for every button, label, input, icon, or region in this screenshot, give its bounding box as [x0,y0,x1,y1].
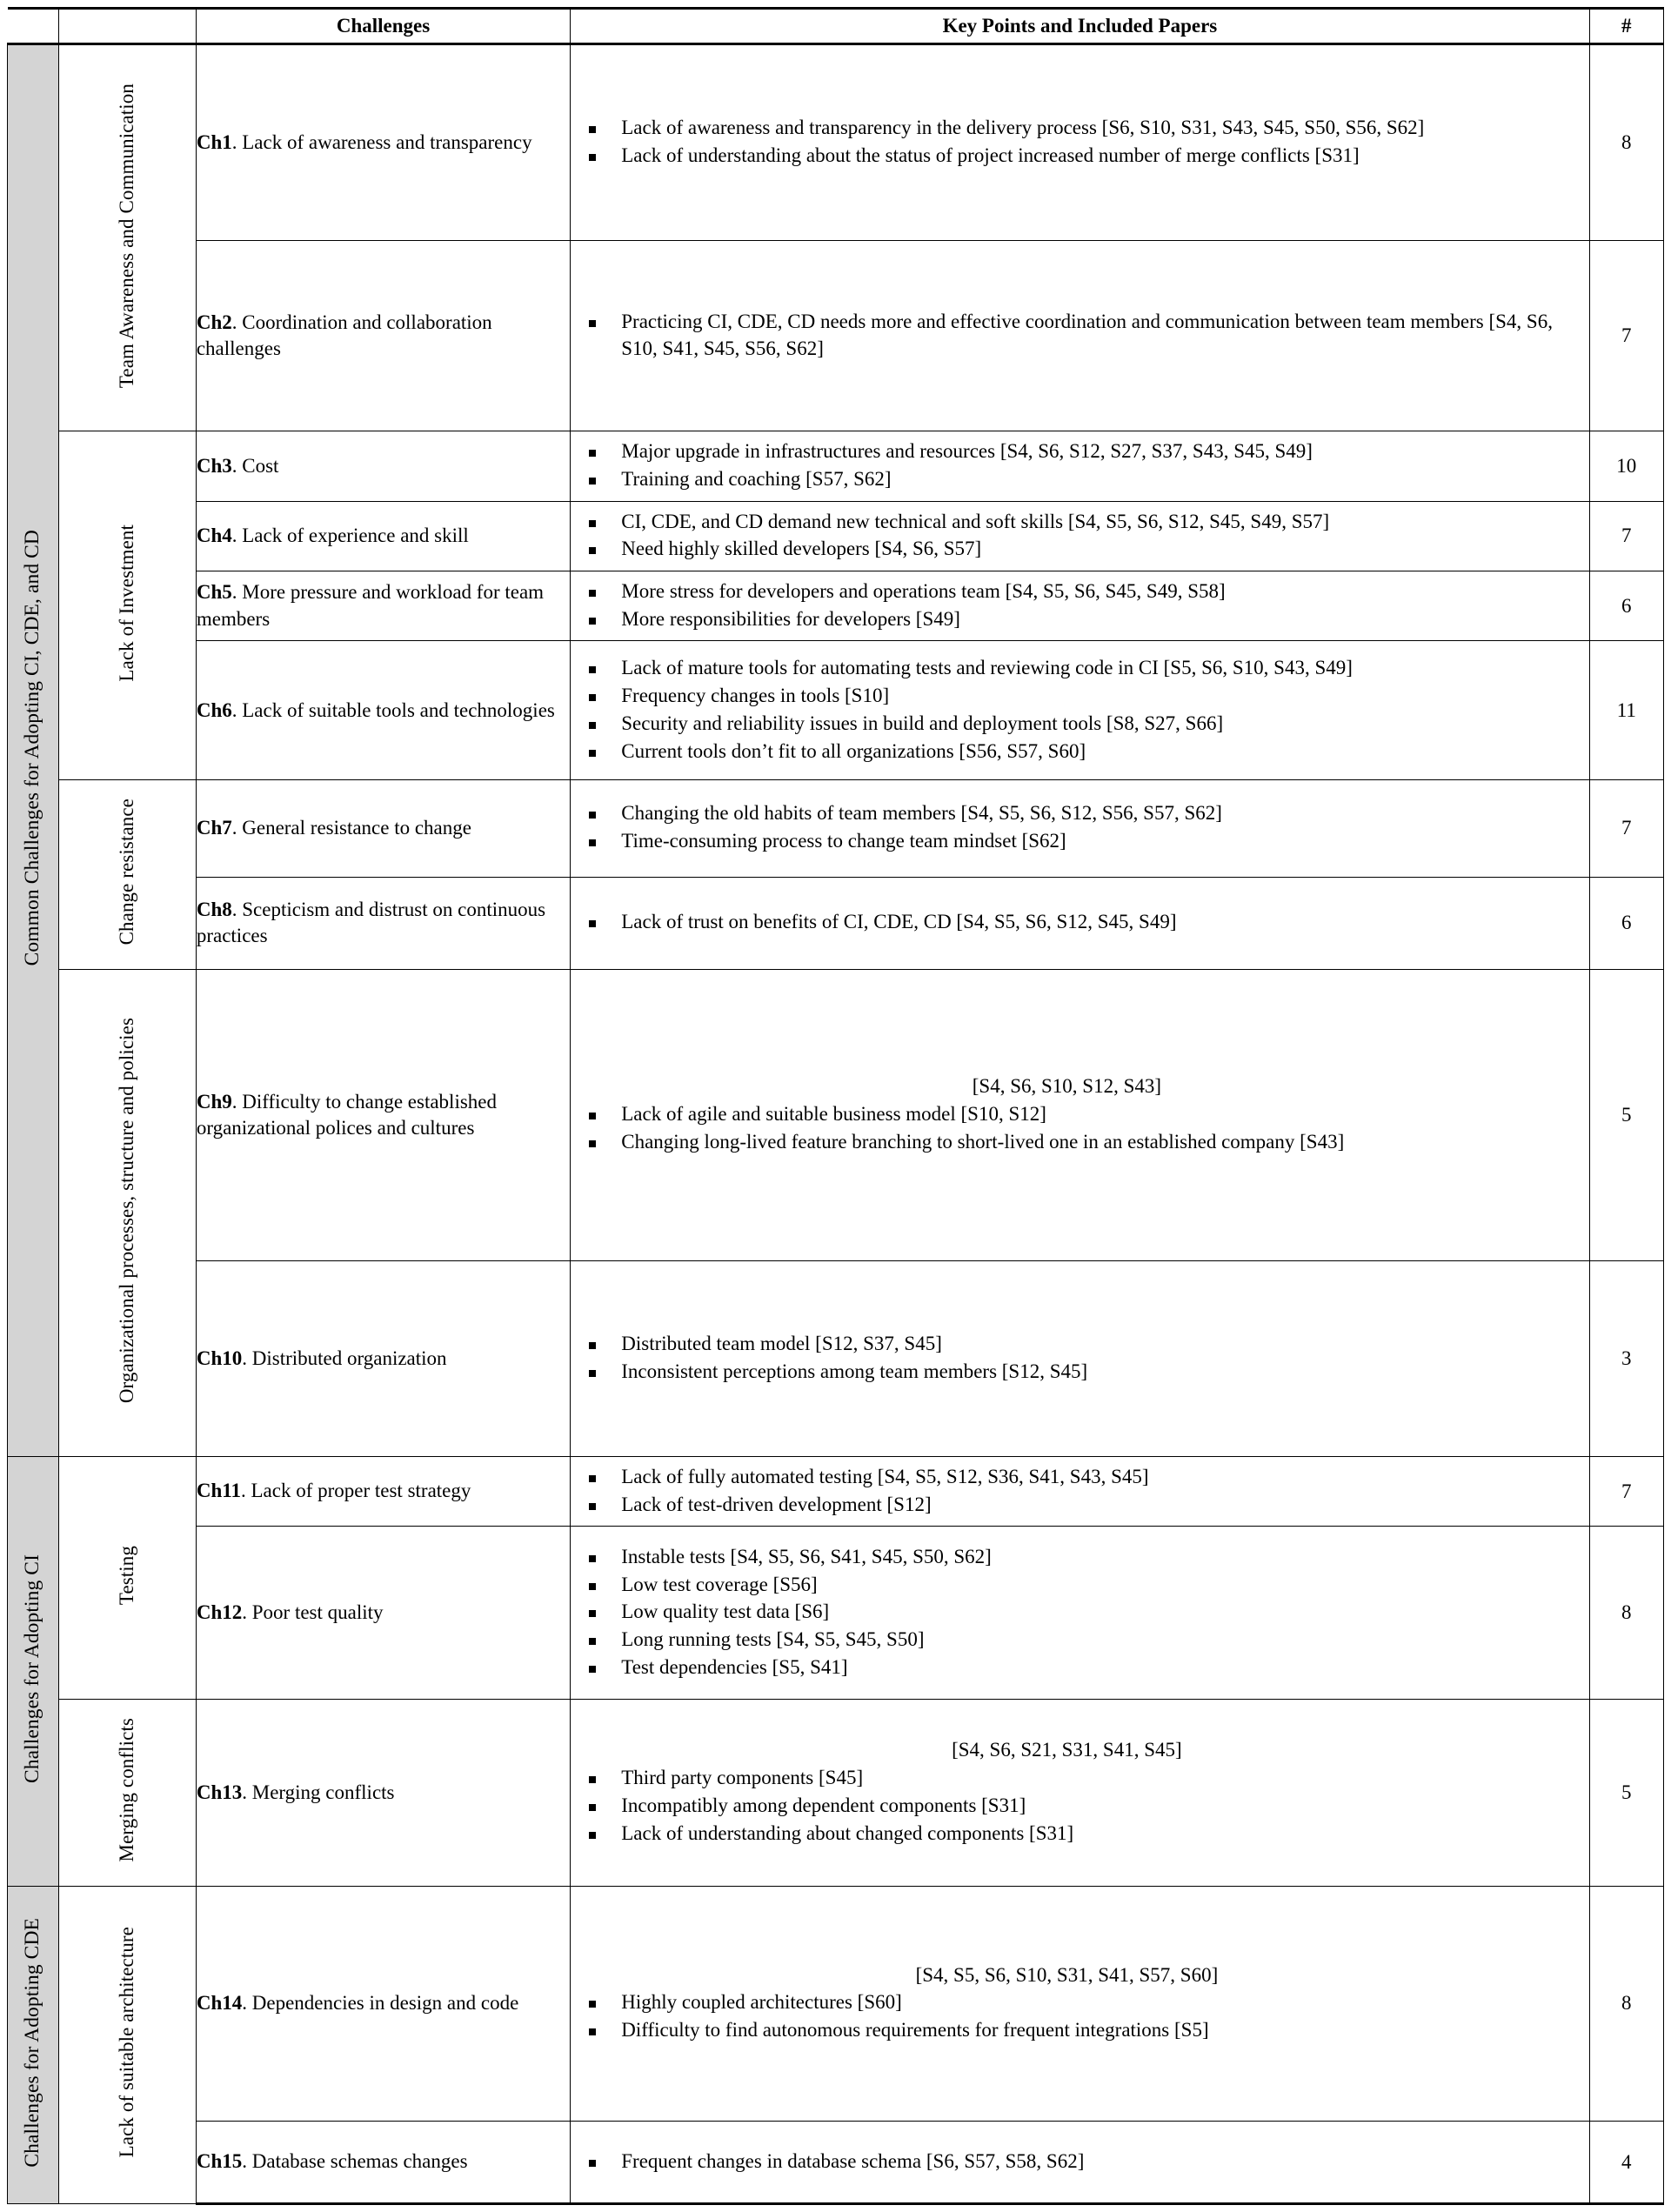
challenge-id: Ch6 [196,698,232,721]
key-points-list [571,578,1588,633]
challenge-id: Ch10 [196,1347,243,1369]
challenge-title: . Difficulty to change established organizational polices and cultures [196,1090,497,1139]
sub-category-text: Organizational processes, structure and policies [116,1017,138,1404]
challenges-table [7,7,1664,2205]
main-category-text: Challenges for Adopting CDE [21,1917,44,2168]
key-point-item: Need highly skilled developers [S4, S6, S57] [571,536,1588,563]
sub-category-text: Merging conflicts [116,1718,138,1862]
challenge-title: . Dependencies in design and code [242,1992,519,2015]
paper-count: 3 [1589,1261,1663,1457]
key-points-cell [571,1886,1589,2121]
challenge-id: Ch9 [196,1090,232,1113]
key-point-item: Incompatibly among dependent components [S31] [571,1793,1588,1820]
key-point-item: More stress for developers and operations team [S4, S5, S6, S45, S49, S58] [571,578,1588,605]
key-points-cell [571,2122,1589,2204]
challenge-name-cell [196,1456,570,1526]
challenge-id: Ch8 [196,898,232,920]
table-header-row [8,9,1664,44]
key-points-list [571,1331,1588,1386]
challenge-title: . Distributed organization [242,1347,447,1369]
key-point-item: Inconsistent perceptions among team members [S12, S45] [571,1359,1588,1386]
key-point-item: Lack of awareness and transparency in the delivery process [S6, S10, S31, S43, S45, S50, S56, S62] [571,115,1588,142]
paper-count: 8 [1589,1886,1663,2121]
table-row [8,1886,1664,2121]
challenge-name-cell [196,1700,570,1886]
key-point-item: Lack of understanding about changed components [S31] [571,1821,1588,1848]
challenge-title: . More pressure and workload for team members [196,581,545,630]
table-row [8,970,1664,1261]
challenge-name-cell [196,1527,570,1700]
key-points-list [571,1101,1588,1156]
key-point-item: Major upgrade in infrastructures and resources [S4, S6, S12, S27, S37, S43, S45, S49] [571,438,1588,465]
challenge-title: . Lack of awareness and transparency [231,130,532,153]
key-point-item: Difficulty to find autonomous requirements for frequent integrations [S5] [571,2017,1588,2044]
challenge-title: . Cost [231,454,279,477]
challenge-name-cell [196,44,570,241]
challenge-name-cell [196,571,570,641]
challenge-id: Ch4 [196,525,232,547]
challenge-title: . Coordination and collaboration challenges [196,311,492,360]
key-point-item: Lack of agile and suitable business model [S10, S12] [571,1101,1588,1128]
key-point-item: Changing long-lived feature branching to short-lived one in an established company [S43] [571,1129,1588,1156]
main-category-text: Challenges for Adopting CI [21,1554,44,1783]
key-points-cell [571,1700,1589,1886]
table-row [8,1700,1664,1886]
challenge-id: Ch1 [196,130,232,153]
key-point-item: Distributed team model [S12, S37, S45] [571,1331,1588,1358]
key-points-list [571,509,1588,564]
key-point-item: CI, CDE, and CD demand new technical and soft skills [S4, S5, S6, S12, S45, S49, S57] [571,509,1588,536]
key-points-cell [571,1527,1589,1700]
key-points-list [571,1989,1588,2044]
challenge-id: Ch11 [196,1480,241,1502]
key-point-item: Low test coverage [S56] [571,1572,1588,1599]
paper-count: 5 [1589,1700,1663,1886]
key-point-item: Instable tests [S4, S5, S6, S41, S45, S50, S62] [571,1544,1588,1571]
key-points-lead: [S4, S6, S21, S31, S41, S45] [952,1739,1182,1761]
key-point-item: Changing the old habits of team members [S4, S5, S6, S12, S56, S57, S62] [571,800,1588,827]
table-row [8,1456,1664,1526]
paper-count: 7 [1589,1456,1663,1526]
sub-category-label [59,431,197,780]
paper-count: 10 [1589,431,1663,501]
key-point-item: Highly coupled architectures [S60] [571,1989,1588,2016]
paper-count: 4 [1589,2122,1663,2204]
key-point-item: Current tools don’t fit to all organizations [S56, S57, S60] [571,738,1588,765]
key-points-cell [571,44,1589,241]
key-point-item: Test dependencies [S5, S41] [571,1654,1588,1681]
challenge-id: Ch7 [196,817,232,839]
key-points-cell [571,1456,1589,1526]
table-row [8,641,1664,779]
key-points-cell [571,1261,1589,1457]
table-row [8,571,1664,641]
table-row [8,2122,1664,2204]
challenge-title: . Lack of suitable tools and technologies [231,698,555,721]
paper-count: 7 [1589,241,1663,431]
key-point-item: Lack of mature tools for automating tests and reviewing code in CI [S5, S6, S10, S43, S49] [571,655,1588,682]
paper-count: 6 [1589,877,1663,970]
key-points-list [571,800,1588,855]
key-points-list [571,1464,1588,1519]
key-point-item: More responsibilities for developers [S49] [571,606,1588,633]
challenge-title: . Lack of experience and skill [231,525,469,547]
sub-category-label [59,44,197,431]
challenge-name-cell [196,779,570,877]
key-points-cell [571,241,1589,431]
challenge-name-cell [196,501,570,571]
key-point-item: Lack of trust on benefits of CI, CDE, CD [S4, S5, S6, S12, S45, S49] [571,909,1588,936]
table-row [8,1261,1664,1457]
key-point-item: Practicing CI, CDE, CD needs more and effective coordination and communication between team members [S4, S6, S10, S41, S45, S56, S62] [571,309,1588,363]
paper-count: 5 [1589,970,1663,1261]
header-challenges: Challenges [196,9,570,44]
challenge-name-cell [196,241,570,431]
challenge-id: Ch2 [196,311,232,333]
table-row [8,241,1664,431]
header-key-points: Key Points and Included Papers [571,9,1589,44]
key-point-item: Long running tests [S4, S5, S45, S50] [571,1627,1588,1654]
key-points-list [571,438,1588,493]
challenge-id: Ch3 [196,454,232,477]
challenge-id: Ch15 [196,2150,243,2173]
key-points-cell [571,970,1589,1261]
challenge-title: . General resistance to change [231,817,471,839]
key-points-cell [571,877,1589,970]
challenge-name-cell [196,877,570,970]
key-points-list [571,655,1588,765]
key-point-item: Security and reliability issues in build and deployment tools [S8, S27, S66] [571,711,1588,738]
paper-count: 11 [1589,641,1663,779]
table-row [8,501,1664,571]
challenge-id: Ch12 [196,1601,243,1624]
sub-category-text: Lack of Investment [116,524,138,682]
challenge-id: Ch14 [196,1992,243,2015]
key-point-item: Time-consuming process to change team mindset [S62] [571,828,1588,855]
challenge-id: Ch5 [196,581,232,604]
sub-category-label [59,970,197,1457]
key-point-item: Low quality test data [S6] [571,1599,1588,1626]
key-point-item: Frequency changes in tools [S10] [571,683,1588,710]
key-points-list [571,1765,1588,1847]
challenge-name-cell [196,2122,570,2204]
main-category-label [8,1456,59,1886]
key-points-cell [571,641,1589,779]
table-row [8,44,1664,241]
challenge-name-cell [196,641,570,779]
key-point-item: Lack of understanding about the status of project increased number of merge conflicts [S31] [571,143,1588,170]
key-points-list [571,1544,1588,1681]
challenge-name-cell [196,970,570,1261]
challenge-name-cell [196,1261,570,1457]
table-row [8,1527,1664,1700]
key-point-item: Lack of test-driven development [S12] [571,1492,1588,1519]
main-category-text: Common Challenges for Adopting CI, CDE, and CD [21,530,44,966]
challenge-title: . Lack of proper test strategy [240,1480,471,1502]
challenge-title: . Scepticism and distrust on continuous practices [196,898,546,947]
sub-category-text: Testing [116,1546,138,1606]
table-row [8,431,1664,501]
key-points-cell [571,501,1589,571]
challenge-id: Ch13 [196,1781,243,1803]
header-count: # [1589,9,1663,44]
key-points-lead: [S4, S5, S6, S10, S31, S41, S57, S60] [915,1963,1219,1986]
paper-count: 8 [1589,1527,1663,1700]
table-row [8,877,1664,970]
main-category-label [8,1886,59,2203]
key-points-list [571,909,1588,936]
key-points-list [571,2149,1588,2175]
sub-category-label [59,1886,197,2203]
key-points-lead: [S4, S6, S10, S12, S43] [972,1075,1162,1098]
paper-count: 7 [1589,779,1663,877]
main-category-label [8,44,59,1457]
key-point-item: Third party components [S45] [571,1765,1588,1792]
paper-count: 6 [1589,571,1663,641]
sub-category-label [59,1700,197,1886]
sub-category-label [59,1456,197,1699]
sub-category-text: Lack of suitable architecture [116,1927,138,2158]
paper-count: 8 [1589,44,1663,241]
key-points-list [571,309,1588,363]
key-points-list [571,115,1588,170]
header-blank-sub [59,9,197,44]
challenge-name-cell [196,1886,570,2121]
key-point-item: Training and coaching [S57, S62] [571,466,1588,493]
key-point-item: Frequent changes in database schema [S6, S57, S58, S62] [571,2149,1588,2175]
key-points-cell [571,431,1589,501]
header-blank-main [8,9,59,44]
challenge-title: . Poor test quality [242,1601,384,1624]
table-body [8,9,1664,2204]
key-points-cell [571,779,1589,877]
sub-category-label [59,779,197,969]
table-row [8,779,1664,877]
sub-category-text: Team Awareness and Communication [116,83,138,388]
sub-category-text: Change resistance [116,799,138,946]
key-points-cell [571,571,1589,641]
challenge-title: . Merging conflicts [242,1781,395,1803]
challenge-title: . Database schemas changes [242,2150,468,2173]
challenge-name-cell [196,431,570,501]
paper-count: 7 [1589,501,1663,571]
key-point-item: Lack of fully automated testing [S4, S5, S12, S36, S41, S43, S45] [571,1464,1588,1491]
